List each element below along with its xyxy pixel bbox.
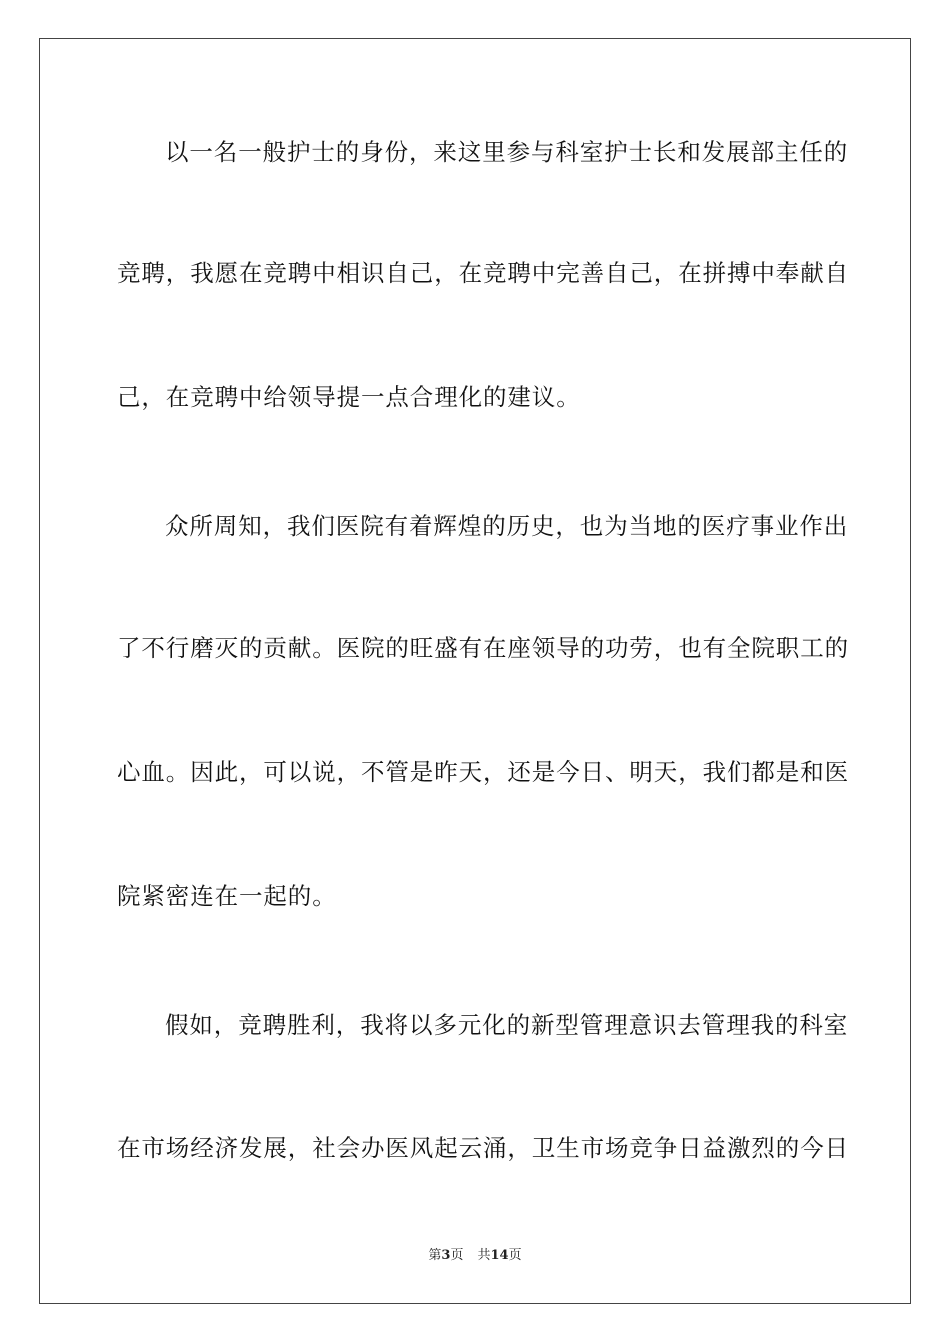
total-suffix: 页 bbox=[508, 1248, 522, 1263]
total-pages: 14 bbox=[490, 1248, 509, 1263]
page-suffix: 页 bbox=[450, 1248, 464, 1263]
paragraph-2-line-2: 了不行磨灭的贡献。医院的旺盛有在座领导的功劳，也有全院职工的 bbox=[117, 634, 849, 662]
paragraph-2-line-4: 院紧密连在一起的。 bbox=[117, 882, 337, 910]
paragraph-1-line-3: 己，在竞聘中给领导提一点合理化的建议。 bbox=[117, 383, 581, 411]
paragraph-3-line-1: 假如，竞聘胜利，我将以多元化的新型管理意识去管理我的科室 bbox=[165, 1011, 849, 1039]
page-prefix: 第 bbox=[428, 1248, 442, 1263]
page-number: 3 bbox=[441, 1248, 451, 1263]
paragraph-1-line-1: 以一名一般护士的身份，来这里参与科室护士长和发展部主任的 bbox=[165, 138, 849, 166]
total-prefix: 共 bbox=[477, 1248, 491, 1263]
paragraph-2-line-1: 众所周知，我们医院有着辉煌的历史，也为当地的医疗事业作出 bbox=[165, 512, 849, 540]
paragraph-2-line-3: 心血。因此，可以说，不管是昨天，还是今日、明天，我们都是和医 bbox=[117, 758, 849, 786]
paragraph-1-line-2: 竞聘，我愿在竞聘中相识自己，在竞聘中完善自己，在拼搏中奉献自 bbox=[117, 259, 849, 287]
page-footer bbox=[0, 1247, 950, 1265]
paragraph-3-line-2: 在市场经济发展，社会办医风起云涌，卫生市场竞争日益激烈的今日 bbox=[117, 1134, 849, 1162]
page-border bbox=[39, 38, 911, 1304]
